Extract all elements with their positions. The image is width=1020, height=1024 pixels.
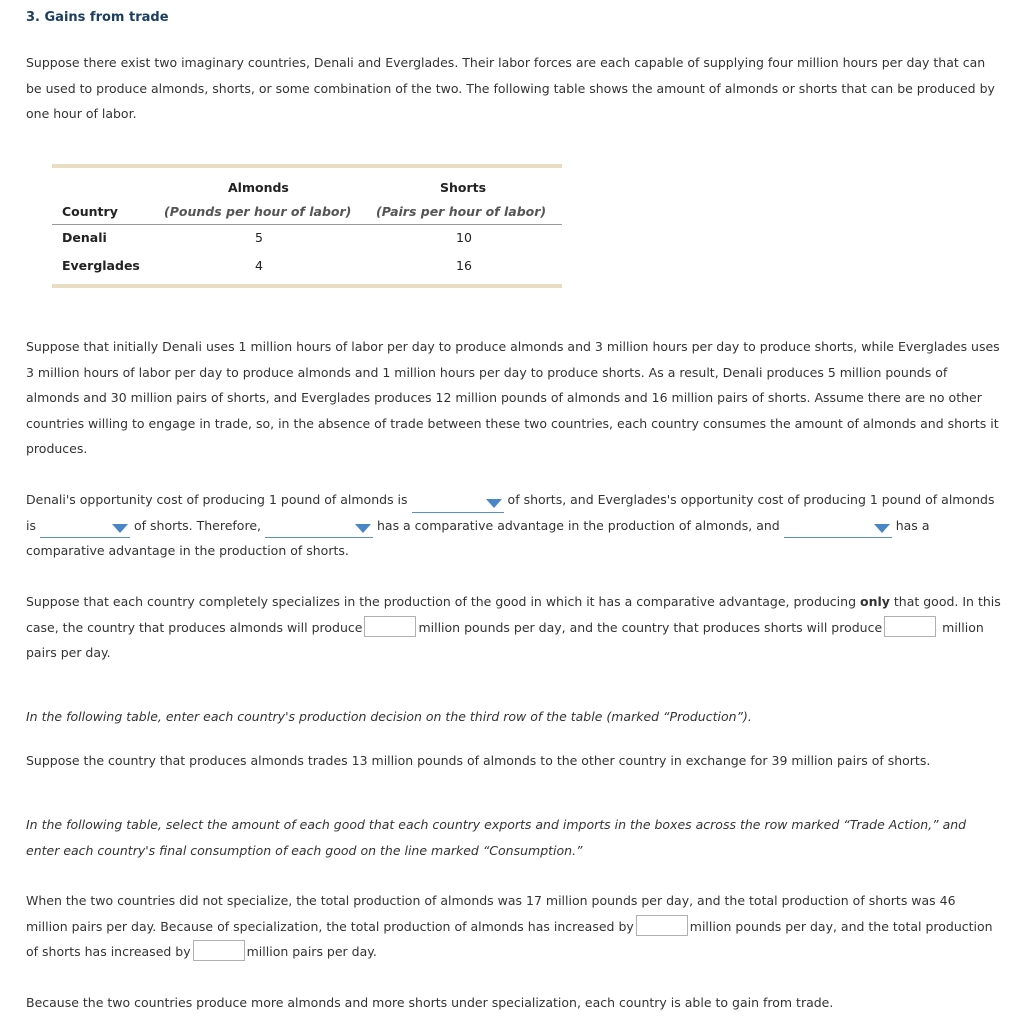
trade-paragraph: Suppose the country that produces almonds trades 13 million pounds of almonds to the other country in exchange for 39 million pairs of shorts. — [26, 753, 931, 768]
dropdown-arrow-icon — [486, 499, 502, 508]
row-almonds-value: 5 — [255, 230, 263, 245]
opportunity-cost-paragraph: Denali's opportunity cost of producing 1 pound of almonds is of shorts, and Everglades's opportunity cost of producing 1 pound of almonds is of shorts. Therefore, has a comparative advantage in the production of almonds, and has a comparative advantage in the production of shorts. — [26, 492, 995, 558]
shorts-production-input[interactable] — [884, 616, 936, 637]
trade-table-instruction: In the following table, select the amount of each good that each country exports and imports in the boxes across the row marked “Trade Action,” and enter each country's final consumption of each good on the line marked “Consumption.” — [26, 817, 967, 858]
dropdown-arrow-icon — [112, 524, 128, 533]
table-header-rule — [52, 224, 562, 225]
labor-productivity-table — [52, 164, 562, 288]
row-shorts-value: 16 — [456, 258, 472, 273]
gains-paragraph: When the two countries did not specialize, the total production of almonds was 17 million pounds per day, and the total production of shorts was 46 million pairs per day. Because of specialization, the total production of almonds has increased by million pounds per day, and the total production of shorts has increased by million pairs per day. — [26, 893, 993, 959]
everglades-opportunity-cost-dropdown[interactable] — [40, 520, 130, 538]
question-title: 3. Gains from trade — [26, 10, 169, 25]
header-country: Country — [62, 204, 118, 219]
header-shorts-unit: (Pairs per hour of labor) — [376, 204, 547, 219]
production-table-instruction: In the following table, enter each country's production decision on the third row of the table (marked “Production”). — [26, 709, 752, 724]
header-almonds-unit: (Pounds per hour of labor) — [164, 204, 352, 219]
row-country: Denali — [62, 230, 107, 245]
conclusion-paragraph: Because the two countries produce more almonds and more shorts under specialization, each country is able to gain from trade. — [26, 995, 834, 1010]
dropdown-arrow-icon — [355, 524, 371, 533]
scenario-paragraph: Suppose that initially Denali uses 1 million hours of labor per day to produce almonds and 3 million hours per day to produce shorts, while Everglades uses 3 million hours of labor per day to produce almonds and 1 million hours per day to produce shorts. As a result, Denali produces 5 million pounds of almonds and 30 million pairs of shorts, and Everglades produces 12 million pounds of almonds and 16 million pairs of shorts. Assume there are no other countries willing to engage in trade, so, in the absence of trade between these two countries, each country consumes the amount of almonds and shorts it produces. — [26, 339, 1000, 456]
header-almonds: Almonds — [228, 180, 289, 195]
header-shorts: Shorts — [440, 180, 487, 195]
shorts-advantage-country-dropdown[interactable] — [784, 520, 892, 538]
almonds-advantage-country-dropdown[interactable] — [265, 520, 373, 538]
row-shorts-value: 10 — [456, 230, 472, 245]
denali-opportunity-cost-dropdown[interactable] — [412, 495, 504, 513]
dropdown-arrow-icon — [874, 524, 890, 533]
almonds-production-input[interactable] — [364, 616, 416, 637]
almonds-increase-input[interactable] — [636, 915, 688, 936]
shorts-increase-input[interactable] — [193, 940, 245, 961]
row-almonds-value: 4 — [255, 258, 263, 273]
intro-paragraph: Suppose there exist two imaginary countries, Denali and Everglades. Their labor forces are each capable of supplying four million hours per day that can be used to produce almonds, shorts, or some combination of the two. The following table shows the amount of almonds or shorts that can be produced by one hour of labor. — [26, 55, 995, 121]
row-country: Everglades — [62, 258, 140, 273]
specialization-paragraph: Suppose that each country completely specializes in the production of the good in which it has a comparative advantage, producing only that good. In this case, the country that produces almonds will produce million pounds per day, and the country that produces shorts will produce million pairs per day. — [26, 594, 1001, 660]
